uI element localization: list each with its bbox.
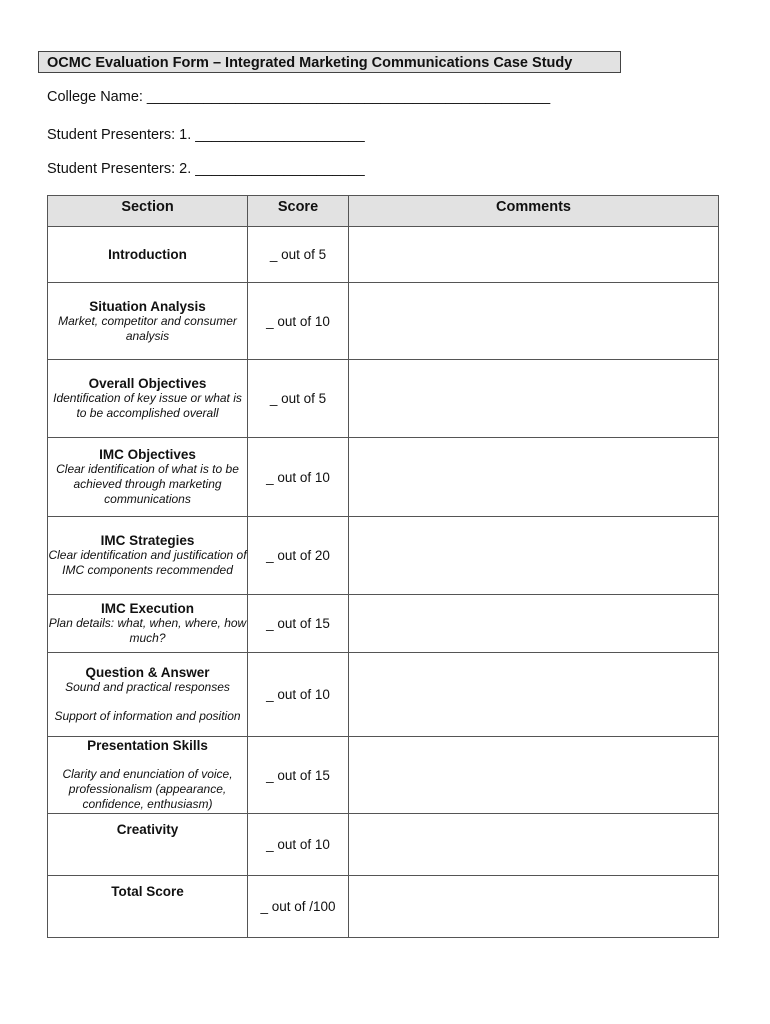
table-row [48, 595, 719, 653]
section-name: Presentation Skills [87, 738, 208, 753]
section-cell [48, 653, 248, 737]
section-cell [48, 227, 248, 283]
comment-cell[interactable] [349, 737, 719, 814]
section-description: Plan details: what, when, where, how much? [48, 616, 247, 645]
section-cell [48, 737, 248, 814]
comment-cell[interactable] [349, 517, 719, 595]
section-cell [48, 595, 248, 653]
section-cell [48, 360, 248, 438]
table-row [48, 653, 719, 737]
section-name: IMC Strategies [100, 533, 195, 548]
section-name: IMC Execution [100, 601, 194, 616]
table-row [48, 227, 719, 283]
score-cell[interactable]: _ out of 10 [248, 814, 349, 876]
score-cell[interactable]: _ out of 15 [248, 595, 349, 653]
section-cell [48, 814, 248, 876]
score-cell[interactable]: _ out of 5 [248, 227, 349, 283]
table-row [48, 814, 719, 876]
table-row [48, 438, 719, 517]
section-cell [48, 283, 248, 360]
section-name: Overall Objectives [88, 376, 207, 391]
comment-cell[interactable] [349, 438, 719, 517]
section-name: Situation Analysis [89, 298, 206, 314]
score-cell[interactable]: _ out of 5 [248, 360, 349, 438]
comment-cell[interactable] [349, 595, 719, 653]
section-description: Clear identification of what is to be achieved through marketing communications [56, 462, 239, 506]
table-row [48, 360, 719, 438]
table-header-row [48, 196, 719, 227]
comment-cell[interactable] [349, 814, 719, 876]
score-cell[interactable]: _ out of /100 [248, 876, 349, 938]
score-cell[interactable]: _ out of 10 [248, 283, 349, 360]
college-name-field[interactable]: College Name: __________________________________________________ [47, 89, 551, 105]
section-cell [48, 517, 248, 595]
student-presenter-2-field[interactable]: Student Presenters: 2. _____________________ [47, 161, 365, 177]
section-name: IMC Objectives [99, 447, 196, 462]
score-cell[interactable]: _ out of 20 [248, 517, 349, 595]
table-row [48, 283, 719, 360]
comment-cell[interactable] [349, 283, 719, 360]
section-description: Clear identification and justification of IMC components recommended [48, 548, 247, 577]
header-comments: Comments [349, 196, 719, 227]
student-presenter-1-field[interactable]: Student Presenters: 1. _____________________ [47, 127, 365, 143]
section-cell [48, 438, 248, 517]
section-name: Question & Answer [85, 665, 210, 680]
section-description: Sound and practical responses [65, 680, 230, 694]
section-description-secondary: Support of information and position [54, 709, 241, 723]
section-description: Market, competitor and consumer analysis [58, 313, 237, 343]
evaluation-table [47, 195, 719, 938]
score-cell[interactable]: _ out of 10 [248, 438, 349, 517]
section-cell [48, 876, 248, 938]
comment-cell[interactable] [349, 360, 719, 438]
table-row [48, 876, 719, 938]
table-row [48, 517, 719, 595]
table-row [48, 737, 719, 814]
section-name: Total Score [111, 884, 184, 899]
form-title: OCMC Evaluation Form – Integrated Marketing Communications Case Study [38, 51, 621, 73]
comment-cell[interactable] [349, 227, 719, 283]
section-description-secondary: Clarity and enunciation of voice, professionalism (appearance, confidence, enthusiasm) [62, 767, 233, 811]
section-name: Introduction [108, 247, 187, 262]
comment-cell[interactable] [349, 653, 719, 737]
section-description: Identification of key issue or what is to be accomplished overall [53, 391, 242, 420]
header-section: Section [48, 196, 248, 227]
section-name: Creativity [116, 822, 179, 837]
score-cell[interactable]: _ out of 15 [248, 737, 349, 814]
comment-cell[interactable] [349, 876, 719, 938]
score-cell[interactable]: _ out of 10 [248, 653, 349, 737]
header-score: Score [248, 196, 349, 227]
